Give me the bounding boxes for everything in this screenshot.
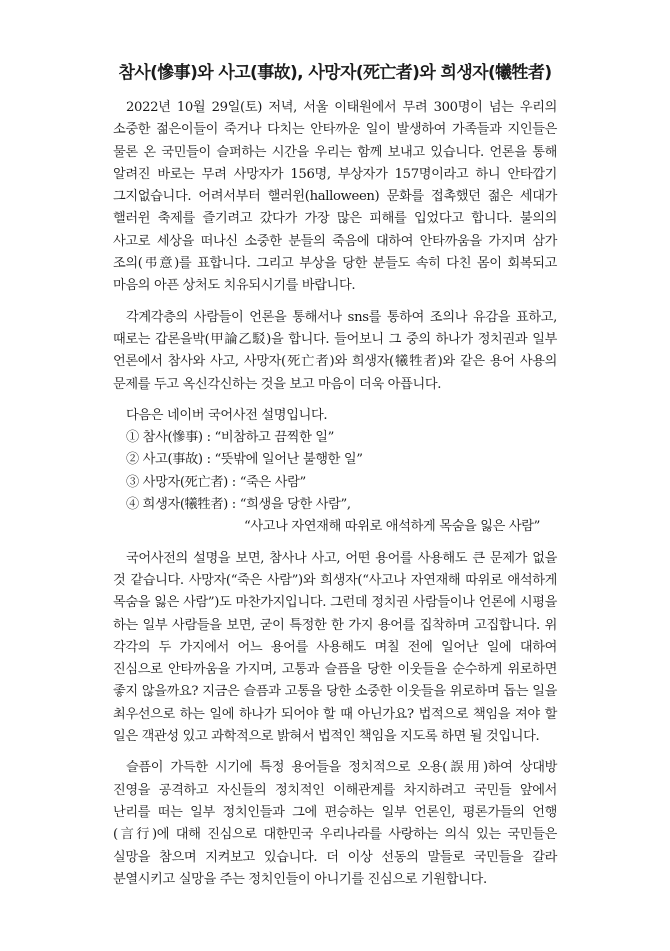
document-page — [113, 58, 557, 900]
paragraph-incident: 2022년 10월 29일(토) 저녁, 서울 이태원에서 무려 300명이 넘는 우리의 소중한 젊은이들이 죽거나 다치는 안타까운 일이 발생하여 가족들과 지인들은 물론 온 국민들이 슬퍼하는 시간을 우리는 함께 보내고 있습니다. 언론을 통해 알려진 바로는 무려 사망자가 156명, 부상자가 157명이라고 하니 안타깝기 그지없습니다. 어려서부터 핼러윈(halloween) 문화를 접촉했던 젊은 세대가 핼러윈 축제를 즐기려고 갔다가 가장 많은 피해를 입었다고 합니다. 불의의 사고로 세상을 떠나신 소중한 분들의 죽음에 대하여 안타까움을 가지며 삼가 조의(弔意)를 표합니다. 그리고 부상을 당한 분들도 속히 다친 몸이 회복되고 마음의 아픈 상처도 치유되시기를 바랍니다. — [113, 100, 557, 294]
definition-item: ① 참사(慘事) : “비참하고 끔찍한 일” — [126, 430, 335, 446]
document-title: 참사(慘事)와 사고(事故), 사망자(死亡者)와 희생자(犧牲者) — [118, 63, 552, 83]
dictionary-intro: 다음은 네이버 국어사전 설명입니다. — [126, 407, 328, 423]
paragraph-conclusion: 슬픔이 가득한 시기에 특정 용어들을 정치적으로 오용(誤用)하여 상대방 진영을 공격하고 자신들의 정치적인 이해관계를 차지하려고 국민들 앞에서 난리를 떠는 일부 정치인들과 그에 편승하는 일부 언론인, 평론가들의 언행(言行)에 대해 진심으로 대한민국 우리나라를 사랑하는 의식 있는 국민들은 실망을 참으며 지켜보고 있습니다. 더 이상 선동의 말들로 국민들을 갈라 분열시키고 실망을 주는 정치인들이 아니기를 진심으로 기원합니다. — [113, 760, 557, 887]
definition-item: ② 사고(事故) : “뜻밖에 일어난 불행한 일” — [126, 452, 363, 468]
definition-list — [113, 427, 557, 538]
paragraph-dictionary-analysis: 국어사전의 설명을 보면, 참사나 사고, 어떤 용어를 사용해도 큰 문제가 없을 것 같습니다. 사망자(“죽은 사람”)와 희생자(“사고나 자연재해 따위로 애석하게 목숨을 잃은 사람”)도 마찬가지입니다. 그런데 정치권 사람들이나 언론에 시평을 하는 일부 사람들을 보면, 굳이 특정한 한 가지 용어를 집착하며 고집합니다. 위 각각의 두 가지에서 어느 용어를 사용해도 며칠 전에 일어난 일에 대하여 진심으로 안타까움을 가지며, 고통과 슬픔을 당한 이웃들을 순수하게 위로하면 좋지 않을까요? 지금은 슬픔과 고통을 당한 소중한 이웃들을 위로하며 돕는 일을 최우선으로 하는 일에 하나가 되어야 할 때 아닌가요? 법적으로 책임을 져야 할 일은 객관성 있고 과학적으로 밝혀서 법적인 책임을 지도록 하면 될 것입니다. — [113, 550, 557, 745]
definition-item: ④ 희생자(犧牲者) : “희생을 당한 사람”, — [126, 497, 351, 513]
definition-item-continuation: “사고나 자연재해 따위로 애석하게 목숨을 잃은 사람” — [244, 519, 541, 535]
definition-item: ③ 사망자(死亡者) : “죽은 사람” — [126, 474, 306, 490]
paragraph-terminology-debate: 각계각층의 사람들이 언론을 통해서나 sns를 통하여 조의나 유감을 표하고, 때로는 갑론을박(甲論乙駁)을 합니다. 들어보니 그 중의 하나가 정치권과 일부 언론에서 참사와 사고, 사망자(死亡者)와 희생자(犧牲者)와 같은 용어 사용의 문제를 두고 옥신각신하는 것을 보고 마음이 더욱 아픕니다. — [113, 309, 557, 392]
